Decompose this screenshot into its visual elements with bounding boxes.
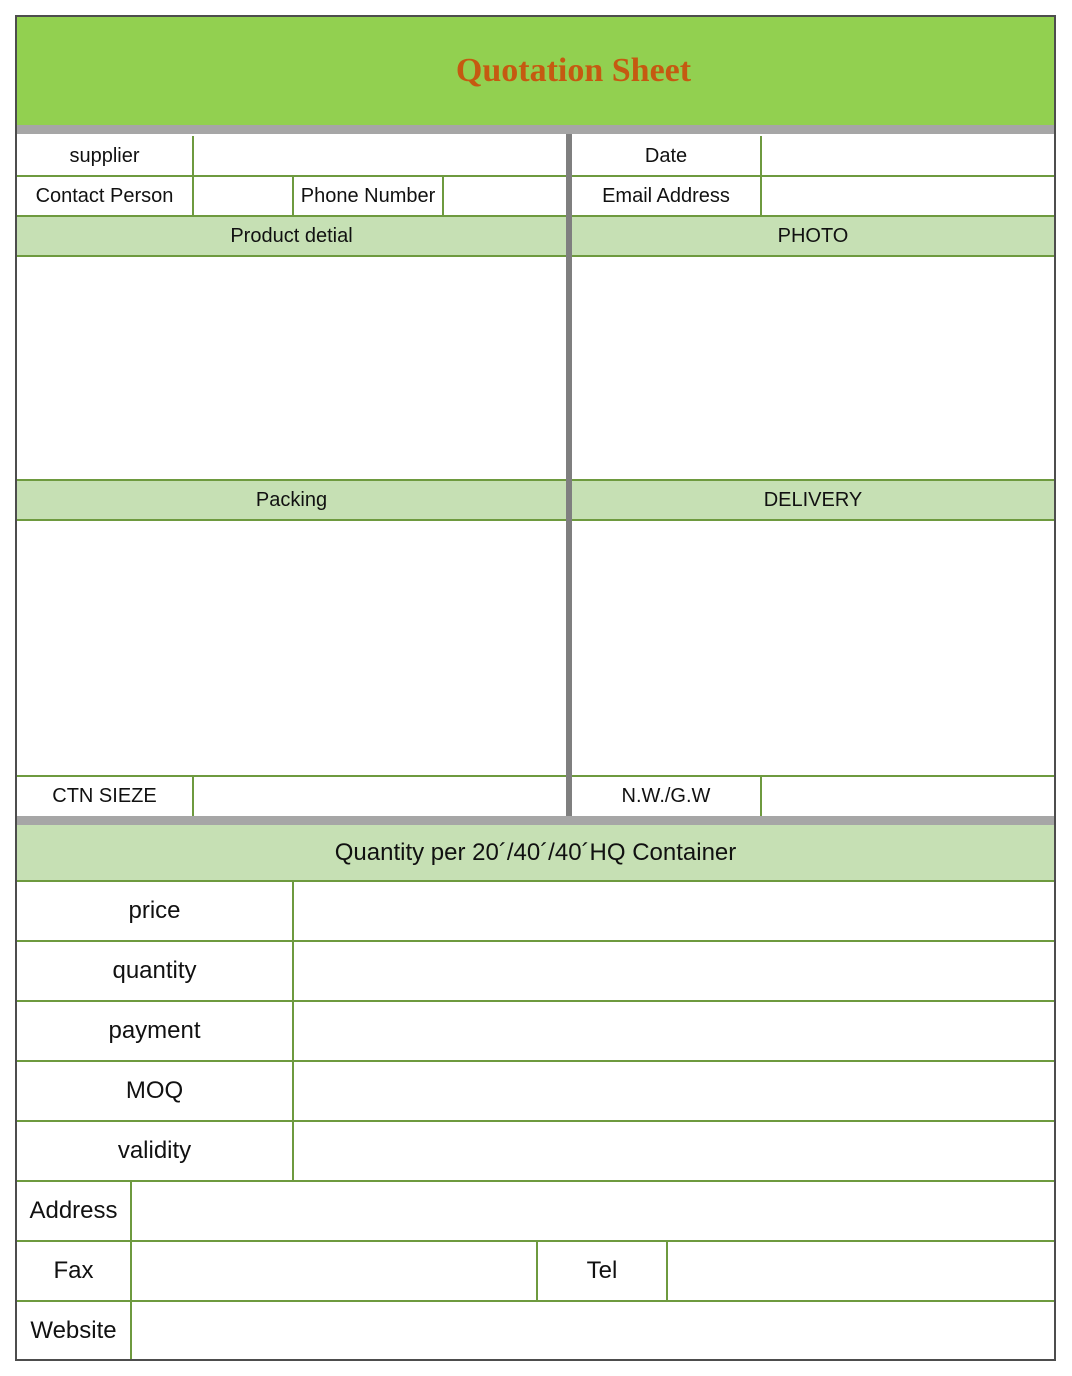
payment-label: payment [108,1017,201,1044]
grid-line [17,215,1054,217]
tel-field[interactable] [668,1242,1054,1300]
price-field[interactable] [294,882,1054,940]
quotation-sheet [15,15,1056,1361]
phone-number-label: Phone Number [300,184,436,207]
grid-line [760,776,762,816]
date-field[interactable] [762,136,1054,176]
grid-line [17,255,1054,257]
grid-line [292,176,294,216]
address-label: Address [29,1197,118,1224]
grid-line [760,136,762,216]
nw-gw-label: N.W./G.W [621,784,711,807]
quantity-label: quantity [112,957,197,984]
title-separator [17,125,1054,134]
grid-line [192,136,194,216]
price-label: price [128,897,181,924]
payment-field[interactable] [294,1002,1054,1060]
website-field[interactable] [132,1302,1054,1359]
email-address-field[interactable] [762,176,1054,216]
ctn-size-field[interactable] [194,776,566,816]
fax-label: Fax [53,1257,94,1284]
supplier-field[interactable] [194,136,566,176]
section-separator [17,816,1054,825]
contact-person-label: Contact Person [35,184,174,207]
nw-gw-field[interactable] [762,776,1054,816]
email-address-label: Email Address [602,184,730,207]
grid-line [130,1181,132,1359]
packing-area[interactable] [17,520,566,776]
delivery-header: DELIVERY [572,480,1054,520]
product-detail-area[interactable] [17,256,566,480]
grid-line [17,775,1054,777]
grid-line [192,776,194,816]
container-quantity-header: Quantity per 20´/40´/40´HQ Container [17,825,1054,881]
supplier-label: supplier [69,144,140,167]
grid-line [17,519,1054,521]
grid-line [17,479,1054,481]
packing-header: Packing [17,480,566,520]
contact-person-field[interactable] [194,176,292,216]
page-title: Quotation Sheet [455,52,692,89]
photo-header: PHOTO [572,216,1054,256]
fax-field[interactable] [132,1242,536,1300]
ctn-size-label: CTN SIEZE [52,784,157,807]
grid-line [292,881,294,1181]
phone-number-field[interactable] [444,176,566,216]
validity-label: validity [117,1137,192,1164]
moq-label: MOQ [125,1077,184,1104]
photo-area[interactable] [572,256,1054,480]
grid-line [442,176,444,216]
moq-field[interactable] [294,1062,1054,1120]
validity-field[interactable] [294,1122,1054,1180]
date-label: Date [644,144,688,167]
website-label: Website [30,1316,117,1344]
column-separator [566,134,572,816]
grid-line [666,1241,668,1301]
address-field[interactable] [132,1182,1054,1240]
grid-line [536,1241,538,1301]
tel-label: Tel [586,1257,618,1284]
delivery-area[interactable] [572,520,1054,776]
product-detail-header: Product detial [17,216,566,256]
quantity-field[interactable] [294,942,1054,1000]
grid-line [572,175,1054,177]
